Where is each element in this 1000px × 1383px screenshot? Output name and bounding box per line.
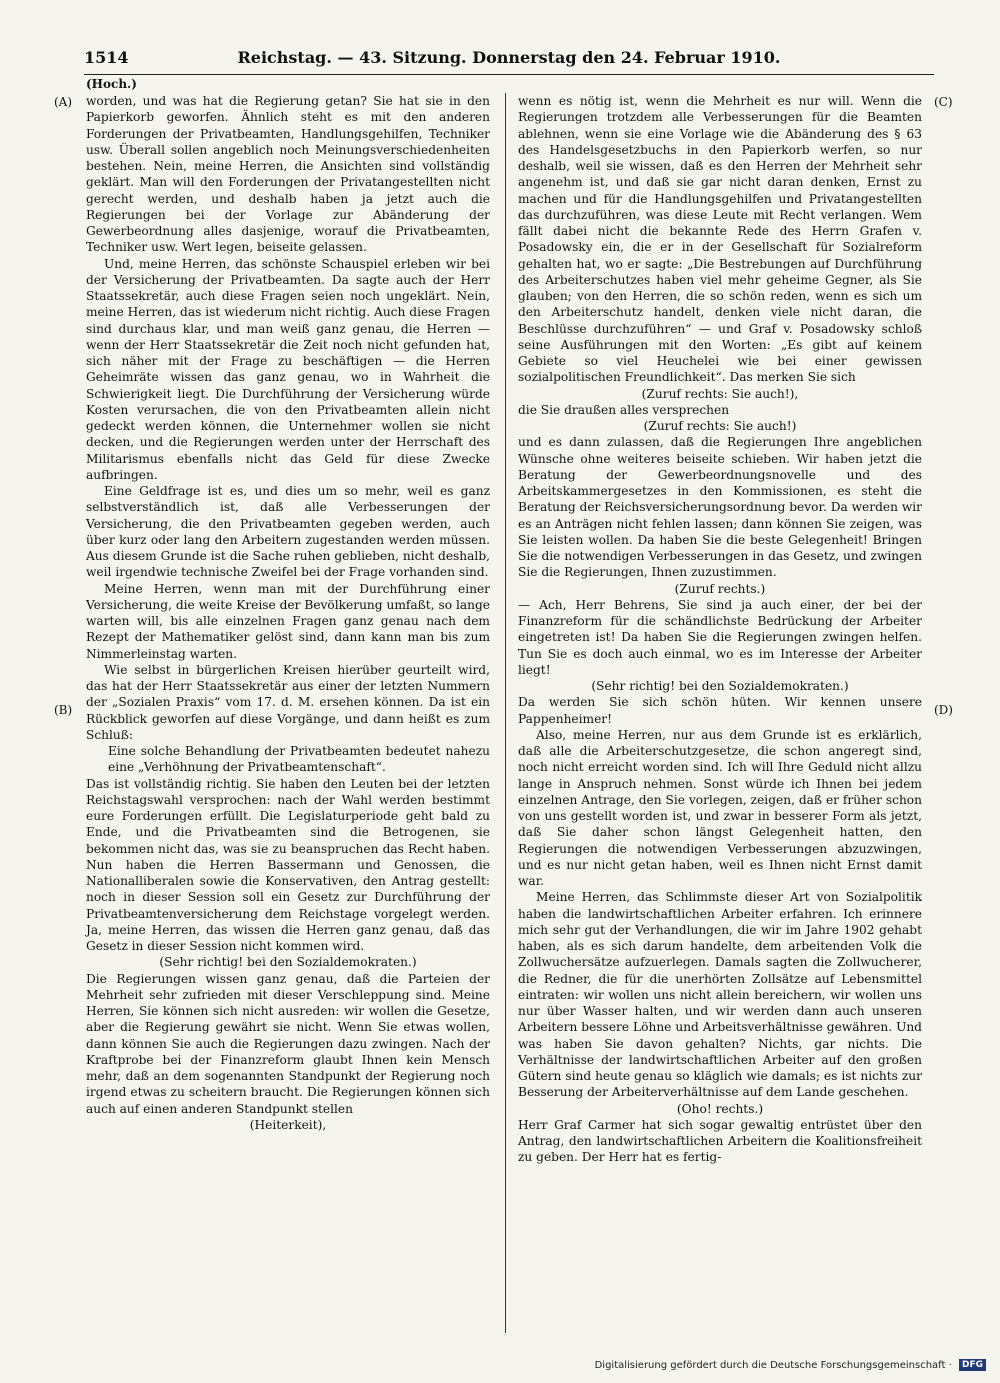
block-quote: Eine solche Behandlung der Privatbeamten bedeutet nahezu eine „Verhöhnung der Privatbeamtenschaft“. [108,744,490,775]
interjection: (Oho! rechts.) [676,1101,764,1116]
paragraph: Meine Herren, das Schlimmste dieser Art von Sozialpolitik haben die landwirtschaftlichen Arbeiter erfahren. Ich erinnere mich sehr gut der Verhandlungen, die wir im Jahre 1902 gehabt haben, als es sich darum handelte, dem arbeitenden Volk die Zollwuchersätze aufzuerlegen. Damals sagten die Zollwucherer, die Redner, die für die unerhörten Zollsätze auf Lebensmittel eintraten: wir wollen uns nicht allein bereichern, wir wollen uns nur über Wasser halten, und wir werden dann auch unseren Arbeitern bessere Löhne und Arbeitsverhältnisse gewähren. Und was haben Sie davon gehalten? Nichts, gar nichts. Die Verhältnisse der landwirtschaftlichen Arbeiter auf den großen Gütern sind heute genau so kläglich wie damals; es ist nichts zur Besserung der Arbeiterverhältnisse auf dem Lande geschehen. [518,890,922,1100]
paragraph: worden, und was hat die Regierung getan? Sie hat sie in den Papierkorb geworfen. Ähnlich steht es mit den anderen Forderungen der Privatbeamten, Handlungsgehilfen, Techniker usw. Überall sollen angeblich noch Meinungsverschiedenheiten bestehen. Nein, meine Herren, die Ansichten sind vollständig geklärt. Man will den Forderungen der Privatangestellten nicht gerecht werden, und deshalb haben ja jetzt auch die Regierungen bei der Vorlage zur Abänderung der Gewerbeordnung alles dasjenige, worauf die Privatbeamten, Techniker usw. Wert legen, beiseite gelassen. [86,94,490,255]
running-title: Reichstag. — 43. Sitzung. Donnerstag den 24. Februar 1910. [237,48,781,67]
page-header [84,44,934,70]
paragraph: Und, meine Herren, das schönste Schauspiel erleben wir bei der Versicherung der Privatbeamten. Da sagte auch der Herr Staatssekretär, auch diese Fragen seien noch ungeklärt. Nein, meine Herren, das ist wiederum nicht richtig. Auch diese Fragen sind durchaus klar, und man weiß ganz genau, die Herren — wenn der Herr Staatssekretär die Zeit noch nicht gefunden hat, sich näher mit der Frage zu beschäftigen — die Herren Geheimräte wissen das ganz genau, wo in Wahrheit die Schwierigkeit liegt. Die Durchführung der Versicherung würde Kosten verursachen, die von den Privatbeamten allein nicht gedeckt werden können, die Unternehmer wollen sie nicht decken, und die Regierungen werden unter der Herrschaft des Militarismus ebenfalls nicht das Geld für diese Zwecke aufbringen. [86,256,490,482]
right-column [518,93,922,1166]
interjection: (Zuruf rechts: Sie auch!) [643,419,797,433]
header-rule [84,74,934,75]
paragraph: Meine Herren, wenn man mit der Durchführung einer Versicherung, die weite Kreise der Bevölkerung umfaßt, so lange warten will, bis alle einzelnen Fragen ganz genau nach dem Rezept der Mathematiker gelöst sind, dann kann man bis zum Nimmerleinstag warten. [86,581,490,661]
digitization-credit [595,1359,986,1371]
margin-marker-c: (C) [934,95,953,109]
speaker-name: (Hoch.) [86,77,137,91]
dfg-logo: DFG [959,1359,986,1371]
interjection: (Zuruf rechts.) [674,581,766,596]
credit-text: Digitalisierung gefördert durch die Deutsche Forschungsgemeinschaft · [594,1360,952,1371]
paragraph: Herr Graf Carmer hat sich sogar gewaltig entrüstet über den Antrag, den landwirtschaftlichen Arbeitern die Koalitionsfreiheit zu geben. Der Herr hat es fertig- [518,1117,922,1165]
paragraph: und es dann zulassen, daß die Regierungen Ihre angeblichen Wünsche ohne weiteres beiseite schieben. Wir haben jetzt die Beratung der Gewerbeordnungsnovelle und des Arbeitskammergesetzes in den Kommissionen, es steht die Beratung der Reichsversicherungsordnung bevor. Da werden wir es an Anträgen nicht fehlen lassen; dann können Sie zeigen, was Sie leisten wollen. Da haben Sie die beste Gelegenheit! Bringen Sie die notwendigen Verbesserungen in das Gesetz, und zwingen Sie die Regierungen, Ihnen zuzustimmen. [518,435,922,580]
paragraph: Das ist vollständig richtig. Sie haben den Leuten bei der letzten Reichstagswahl versprochen: nach der Wahl werden bestimmt eure Forderungen erfüllt. Die Legislaturperiode geht bald zu Ende, und die Privatbeamten sind die Betrogenen, sie bekommen nicht das, was sie zu beanspruchen das Recht haben. Nun haben die Herren Bassermann und Genossen, die Nationalliberalen sowie die Konservativen, den Antrag gestellt: noch in dieser Session soll ein Gesetz zur Durchführung der Privatbeamtenversicherung dem Reichstage vorgelegt werden. Ja, meine Herren, das wissen die Herren ganz genau, daß das Gesetz in dieser Session nicht kommen wird. [86,776,490,953]
paragraph: — Ach, Herr Behrens, Sie sind ja auch einer, der bei der Finanzreform für die schändlichste Bedrückung der Arbeiter eingetreten ist! Da haben Sie die Regierungen zwingen helfen. Tun Sie es doch auch einmal, wo es im Interesse der Arbeiter liegt! [518,597,922,677]
interjection: (Sehr richtig! bei den Sozialdemokraten.) [159,955,417,970]
paragraph: Die Regierungen wissen ganz genau, daß die Parteien der Mehrheit sehr zufrieden mit dieser Verschleppung sind. Meine Herren, Sie können sich nicht ausreden: wir wollen die Gesetze, aber die Regierung gewährt sie nicht. Wenn Sie etwas wollen, dann können Sie auch die Regierungen dazu zwingen. Nach der Kraftprobe bei der Finanzreform glaubt Ihnen kein Mensch mehr, daß an dem sogenannten Standpunkt der Regierung noch irgend etwas zu scheitern braucht. Die Regierungen können sich auch auf einen anderen Standpunkt stellen [86,971,490,1116]
paragraph: Also, meine Herren, nur aus dem Grunde ist es erklärlich, daß alle die Arbeiterschutzgesetze, die schon angeregt sind, noch nicht erreicht worden sind. Ich will Ihre Geduld nicht allzu lange in Anspruch nehmen. Sonst würde ich Ihnen bei jedem einzelnen Antrage, den Sie vorlegen, zeigen, daß er früher schon von uns gestellt worden ist, und zwar in besserer Form als jetzt, daß Sie daher schon längst Gelegenheit hatten, den Regierungen die notwendigen Verbesserungen abzuzwingen, und es nur nicht getan haben, weil es Ihnen nicht Ernst damit war. [518,727,922,888]
margin-marker-d: (D) [934,703,953,717]
column-divider [505,93,506,1333]
page-number: 1514 [84,48,129,67]
margin-marker-b: (B) [54,703,73,717]
interjection: (Sehr richtig! bei den Sozialdemokraten.) [591,679,849,693]
paragraph: Eine Geldfrage ist es, und dies um so mehr, weil es ganz selbstverständlich ist, daß alle Verbesserungen der Versicherung, die den Privatbeamten gegeben werden, auch über kurz oder lang den Arbeitern zugestanden werden müssen. Aus diesem Grunde ist die Sache ruhen geblieben, nicht deshalb, weil irgendwie technische Zweifel bei der Frage vorhanden sind. [86,484,490,580]
left-column [86,93,490,1133]
interjection: (Heiterkeit), [249,1117,327,1132]
margin-marker-a: (A) [54,95,73,109]
interjection: (Zuruf rechts: Sie auch!), [641,386,799,401]
paragraph: wenn es nötig ist, wenn die Mehrheit es nur will. Wenn die Regierungen trotzdem alle Verbesserungen für die Beamten ablehnen, wenn sie eine Vorlage wie die Abänderung des § 63 des Handelsgesetzbuchs in den Papierkorb werfen, so nur deshalb, weil sie wissen, daß es den Herren der Mehrheit sehr angenehm ist, und daß sie gar nicht daran denken, Ernst zu machen und für die Handlungsgehilfen und Privatangestellten das durchzuführen, was diese Leute mit Recht verlangen. Wem fällt dabei nicht die bekannte Rede des Herrn Grafen v. Posadowsky ein, die er in der Gesellschaft für Sozialreform gehalten hat, wo er sagte: „Die Bestrebungen auf Durchführung des Arbeiterschutzes haben viel mehr geheime Gegner, als Sie glauben; von den Herren, die so schön reden, wenn es sich um den Arbeiterschutz handelt, denken viele nicht daran, die Beschlüsse durchzuführen“ — und Graf v. Posadowsky schloß seine Ausführungen mit den Worten: „Es gibt auf keinem Gebiete so viel Heuchelei wie bei einer gewissen sozialpolitischen Freundlichkeit“. Das merken Sie sich [518,94,922,385]
paragraph: Da werden Sie sich schön hüten. Wir kennen unsere Pappenheimer! [518,695,922,726]
paragraph: die Sie draußen alles versprechen [518,402,730,417]
paragraph: Wie selbst in bürgerlichen Kreisen hierüber geurteilt wird, das hat der Herr Staatssekretär aus einer der letzten Nummern der „Sozialen Praxis“ vom 17. d. M. ersehen können. Da ist ein Rückblick geworfen auf diese Vorgänge, und dann heißt es zum Schluß: [86,662,490,742]
